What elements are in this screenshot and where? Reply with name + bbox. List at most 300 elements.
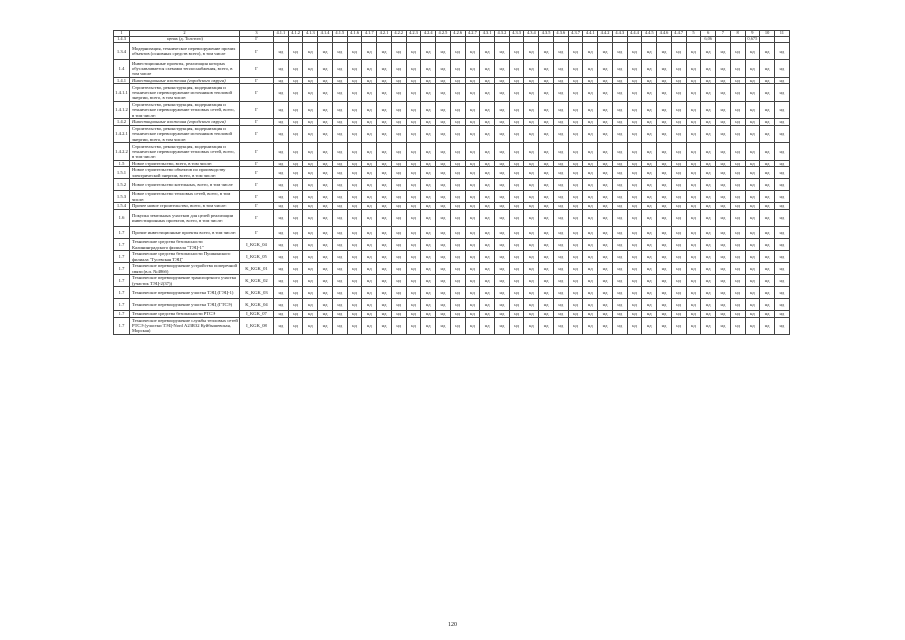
value-cell: нд <box>495 84 510 101</box>
row-name: Техническое перевооружение службы тепловых сетей РТСЭ (участки ТЭЦ-Nord А23R32 Куйбышевская, Морская) <box>130 317 240 334</box>
row-name: Инвестиционные вложения (городского округа) <box>130 77 240 84</box>
value-cell: нд <box>657 209 672 226</box>
value-cell: нд <box>553 287 568 299</box>
value-cell: нд <box>568 263 583 275</box>
value-cell: нд <box>774 143 789 160</box>
value-cell: нд <box>303 311 318 318</box>
column-header: 4.4.1 <box>583 31 598 37</box>
value-cell: нд <box>288 191 303 203</box>
value-cell: нд <box>745 191 760 203</box>
column-header: 4.4.4 <box>627 31 642 37</box>
value-cell: нд <box>686 125 701 142</box>
value-cell: нд <box>465 317 480 334</box>
value-cell: нд <box>686 143 701 160</box>
value-cell: нд <box>318 167 333 179</box>
value-cell: нд <box>671 179 686 191</box>
value-cell: нд <box>274 179 289 191</box>
value-cell: 6,06 <box>701 37 716 43</box>
value-cell: нд <box>288 227 303 239</box>
value-cell: нд <box>701 60 716 77</box>
value-cell: нд <box>480 317 495 334</box>
value-cell: нд <box>716 251 731 263</box>
value-cell: нд <box>509 263 524 275</box>
value-cell: нд <box>524 251 539 263</box>
value-cell: нд <box>509 143 524 160</box>
table-row <box>114 311 790 318</box>
value-cell: нд <box>598 239 613 251</box>
value-cell: нд <box>642 287 657 299</box>
row-name: Новое строительство тепловых сетей, всего, в том числе: <box>130 191 240 203</box>
value-cell: нд <box>450 160 465 167</box>
value-cell: нд <box>274 287 289 299</box>
value-cell: нд <box>716 317 731 334</box>
row-unit: Г <box>240 209 274 226</box>
value-cell: нд <box>509 209 524 226</box>
value-cell: нд <box>274 77 289 84</box>
value-cell: нд <box>612 160 627 167</box>
value-cell: нд <box>657 299 672 311</box>
value-cell: нд <box>480 239 495 251</box>
value-cell: нд <box>495 125 510 142</box>
value-cell: нд <box>745 275 760 287</box>
value-cell: нд <box>598 160 613 167</box>
value-cell: нд <box>553 160 568 167</box>
value-cell: нд <box>539 203 554 210</box>
value-cell: нд <box>347 251 362 263</box>
value-cell: нд <box>332 239 347 251</box>
value-cell: нд <box>509 317 524 334</box>
value-cell: нд <box>347 119 362 126</box>
value-cell: нд <box>332 287 347 299</box>
value-cell: нд <box>774 275 789 287</box>
value-cell: нд <box>583 167 598 179</box>
value-cell: нд <box>568 209 583 226</box>
column-header: 4.2.5 <box>436 31 451 37</box>
value-cell: нд <box>377 203 392 210</box>
row-number: 1.4.2 <box>114 119 130 126</box>
value-cell: нд <box>362 287 377 299</box>
value-cell: нд <box>274 299 289 311</box>
value-cell: нд <box>332 311 347 318</box>
value-cell: нд <box>583 179 598 191</box>
value-cell: нд <box>642 179 657 191</box>
value-cell: нд <box>509 287 524 299</box>
value-cell: нд <box>701 143 716 160</box>
value-cell: нд <box>377 43 392 60</box>
value-cell: нд <box>701 299 716 311</box>
value-cell: нд <box>598 227 613 239</box>
value-cell: нд <box>774 125 789 142</box>
table-row <box>114 209 790 226</box>
value-cell: нд <box>598 251 613 263</box>
value-cell: нд <box>495 179 510 191</box>
value-cell: нд <box>716 167 731 179</box>
value-cell: нд <box>716 239 731 251</box>
value-cell: нд <box>465 179 480 191</box>
value-cell: нд <box>612 209 627 226</box>
value-cell: нд <box>362 227 377 239</box>
value-cell: нд <box>701 287 716 299</box>
value-cell: нд <box>274 209 289 226</box>
row-number: 1.4.1 <box>114 77 130 84</box>
value-cell: нд <box>318 77 333 84</box>
value-cell: нд <box>391 119 406 126</box>
value-cell: нд <box>701 160 716 167</box>
value-cell: нд <box>671 203 686 210</box>
value-cell: нд <box>288 287 303 299</box>
value-cell: нд <box>598 84 613 101</box>
value-cell: нд <box>598 191 613 203</box>
value-cell: нд <box>745 101 760 118</box>
row-number: 1.5.2 <box>114 179 130 191</box>
value-cell: нд <box>760 119 775 126</box>
value-cell: нд <box>598 203 613 210</box>
value-cell: нд <box>716 191 731 203</box>
value-cell: нд <box>627 167 642 179</box>
row-name: Инвестиционные вложения (городского округа) <box>130 119 240 126</box>
value-cell: нд <box>406 275 421 287</box>
value-cell: нд <box>760 167 775 179</box>
value-cell: нд <box>583 101 598 118</box>
value-cell: нд <box>509 43 524 60</box>
value-cell: нд <box>391 160 406 167</box>
value-cell: нд <box>318 125 333 142</box>
value-cell: нд <box>332 119 347 126</box>
value-cell: нд <box>568 299 583 311</box>
value-cell: нд <box>288 251 303 263</box>
value-cell: нд <box>642 251 657 263</box>
value-cell: нд <box>288 101 303 118</box>
value-cell: нд <box>701 317 716 334</box>
value-cell: нд <box>318 43 333 60</box>
value-cell: нд <box>716 143 731 160</box>
value-cell: нд <box>524 191 539 203</box>
value-cell: нд <box>450 43 465 60</box>
value-cell: нд <box>568 77 583 84</box>
value-cell: нд <box>701 239 716 251</box>
value-cell: нд <box>436 160 451 167</box>
value-cell: нд <box>612 167 627 179</box>
value-cell: нд <box>318 251 333 263</box>
value-cell: нд <box>347 167 362 179</box>
value-cell: нд <box>642 119 657 126</box>
value-cell: нд <box>318 60 333 77</box>
value-cell: нд <box>583 263 598 275</box>
value-cell: нд <box>583 299 598 311</box>
value-cell: нд <box>686 160 701 167</box>
value-cell: нд <box>480 43 495 60</box>
value-cell: нд <box>730 317 745 334</box>
investment-program-table <box>113 30 790 335</box>
value-cell: нд <box>362 43 377 60</box>
row-unit: I_KGK_08 <box>240 317 274 334</box>
value-cell: нд <box>391 287 406 299</box>
table-row <box>114 143 790 160</box>
value-cell: нд <box>612 179 627 191</box>
value-cell: нд <box>760 263 775 275</box>
value-cell: нд <box>495 251 510 263</box>
table-row <box>114 60 790 77</box>
value-cell: нд <box>303 101 318 118</box>
value-cell: нд <box>730 160 745 167</box>
value-cell: нд <box>288 77 303 84</box>
value-cell: нд <box>598 209 613 226</box>
value-cell: нд <box>465 101 480 118</box>
value-cell: нд <box>406 239 421 251</box>
value-cell: нд <box>627 311 642 318</box>
column-header: 1 <box>114 31 130 37</box>
value-cell: нд <box>686 84 701 101</box>
value-cell: нд <box>568 251 583 263</box>
value-cell: нд <box>671 251 686 263</box>
value-cell: нд <box>539 43 554 60</box>
value-cell: нд <box>436 299 451 311</box>
value-cell: нд <box>568 119 583 126</box>
value-cell: нд <box>495 263 510 275</box>
row-unit: Г <box>240 37 274 43</box>
row-unit: K_KGK_02 <box>240 275 274 287</box>
value-cell: нд <box>406 60 421 77</box>
value-cell: нд <box>760 299 775 311</box>
value-cell: нд <box>598 143 613 160</box>
value-cell: нд <box>686 60 701 77</box>
table-row <box>114 119 790 126</box>
value-cell: нд <box>303 191 318 203</box>
value-cell: нд <box>303 227 318 239</box>
value-cell: нд <box>760 191 775 203</box>
row-number: 1.7 <box>114 251 130 263</box>
value-cell: нд <box>553 311 568 318</box>
value-cell: нд <box>627 203 642 210</box>
value-cell: нд <box>553 43 568 60</box>
value-cell: нд <box>524 209 539 226</box>
value-cell: нд <box>539 299 554 311</box>
value-cell: нд <box>509 311 524 318</box>
value-cell: нд <box>303 317 318 334</box>
value-cell: нд <box>745 203 760 210</box>
value-cell: нд <box>642 77 657 84</box>
value-cell: нд <box>274 160 289 167</box>
value-cell: нд <box>421 119 436 126</box>
value-cell: нд <box>362 251 377 263</box>
value-cell: нд <box>465 311 480 318</box>
value-cell: нд <box>583 77 598 84</box>
value-cell: нд <box>745 77 760 84</box>
value-cell: нд <box>406 143 421 160</box>
value-cell: нд <box>362 77 377 84</box>
value-cell: нд <box>760 143 775 160</box>
value-cell: нд <box>583 227 598 239</box>
value-cell: нд <box>730 101 745 118</box>
row-name: ценах (д. Толстого) <box>130 37 240 43</box>
value-cell: нд <box>627 179 642 191</box>
value-cell: нд <box>318 227 333 239</box>
value-cell: нд <box>568 167 583 179</box>
value-cell: нд <box>686 119 701 126</box>
value-cell: нд <box>465 227 480 239</box>
value-cell: нд <box>391 101 406 118</box>
value-cell: нд <box>274 275 289 287</box>
value-cell: нд <box>332 60 347 77</box>
value-cell: нд <box>745 179 760 191</box>
value-cell: нд <box>391 311 406 318</box>
value-cell: нд <box>612 239 627 251</box>
value-cell: нд <box>465 251 480 263</box>
value-cell: нд <box>730 299 745 311</box>
value-cell: нд <box>509 125 524 142</box>
value-cell: нд <box>568 191 583 203</box>
value-cell: нд <box>391 84 406 101</box>
column-header: 4.4.2 <box>598 31 613 37</box>
value-cell: нд <box>347 60 362 77</box>
value-cell: нд <box>774 263 789 275</box>
column-header: 9 <box>745 31 760 37</box>
value-cell: нд <box>362 101 377 118</box>
value-cell: нд <box>377 299 392 311</box>
value-cell: нд <box>524 101 539 118</box>
value-cell: нд <box>391 125 406 142</box>
column-header: 6 <box>701 31 716 37</box>
value-cell: нд <box>480 77 495 84</box>
value-cell: нд <box>406 101 421 118</box>
value-cell: нд <box>671 160 686 167</box>
value-cell: нд <box>642 143 657 160</box>
row-unit: Г <box>240 101 274 118</box>
value-cell: нд <box>657 203 672 210</box>
value-cell: нд <box>539 77 554 84</box>
value-cell: нд <box>612 77 627 84</box>
value-cell: нд <box>686 101 701 118</box>
table-row <box>114 287 790 299</box>
value-cell: нд <box>347 43 362 60</box>
value-cell: нд <box>436 311 451 318</box>
value-cell: нд <box>598 125 613 142</box>
row-number: 1.7 <box>114 299 130 311</box>
value-cell: нд <box>450 84 465 101</box>
value-cell: нд <box>465 191 480 203</box>
value-cell: нд <box>495 227 510 239</box>
value-cell: нд <box>288 239 303 251</box>
column-header: 5 <box>686 31 701 37</box>
value-cell: нд <box>421 203 436 210</box>
value-cell: нд <box>730 239 745 251</box>
value-cell: нд <box>495 77 510 84</box>
value-cell: нд <box>642 263 657 275</box>
value-cell: нд <box>657 77 672 84</box>
value-cell: нд <box>701 119 716 126</box>
row-name: Техническое перевооружение участка ТЭЦ (ГТСЭ) <box>130 299 240 311</box>
value-cell: нд <box>524 167 539 179</box>
value-cell: нд <box>274 101 289 118</box>
value-cell: нд <box>671 287 686 299</box>
value-cell: нд <box>657 317 672 334</box>
value-cell: нд <box>598 77 613 84</box>
value-cell: нд <box>553 125 568 142</box>
value-cell: нд <box>583 317 598 334</box>
value-cell: нд <box>716 77 731 84</box>
value-cell: нд <box>553 251 568 263</box>
value-cell: нд <box>332 191 347 203</box>
value-cell: нд <box>627 77 642 84</box>
value-cell: нд <box>495 160 510 167</box>
value-cell: нд <box>730 311 745 318</box>
row-unit: Г <box>240 119 274 126</box>
value-cell: нд <box>421 191 436 203</box>
value-cell: нд <box>362 311 377 318</box>
value-cell: нд <box>303 209 318 226</box>
row-name: Техническое перевооружение участка ТЭЦ (ГЭЦ-1) <box>130 287 240 299</box>
value-cell: нд <box>274 251 289 263</box>
value-cell: нд <box>406 251 421 263</box>
value-cell: нд <box>701 311 716 318</box>
value-cell: нд <box>288 179 303 191</box>
value-cell: нд <box>627 43 642 60</box>
value-cell: нд <box>303 239 318 251</box>
column-header: 4.4.5 <box>642 31 657 37</box>
value-cell: нд <box>288 143 303 160</box>
value-cell: нд <box>671 239 686 251</box>
value-cell: нд <box>362 84 377 101</box>
value-cell: нд <box>347 143 362 160</box>
value-cell: нд <box>642 167 657 179</box>
value-cell: нд <box>760 287 775 299</box>
row-unit: K_KGK_04 <box>240 299 274 311</box>
row-number: 1.7 <box>114 227 130 239</box>
value-cell: нд <box>686 203 701 210</box>
value-cell: нд <box>553 209 568 226</box>
value-cell: нд <box>598 60 613 77</box>
value-cell: нд <box>774 311 789 318</box>
row-number: 1.4.1.1 <box>114 84 130 101</box>
value-cell: нд <box>274 263 289 275</box>
value-cell: нд <box>598 119 613 126</box>
value-cell: нд <box>612 311 627 318</box>
value-cell: нд <box>436 119 451 126</box>
value-cell: нд <box>539 84 554 101</box>
row-unit: Г <box>240 227 274 239</box>
value-cell: нд <box>657 251 672 263</box>
value-cell: нд <box>509 77 524 84</box>
value-cell: нд <box>391 60 406 77</box>
value-cell: нд <box>642 125 657 142</box>
value-cell: нд <box>760 43 775 60</box>
value-cell: нд <box>332 209 347 226</box>
value-cell: нд <box>347 160 362 167</box>
value-cell: нд <box>539 143 554 160</box>
value-cell: нд <box>362 203 377 210</box>
value-cell: нд <box>657 101 672 118</box>
value-cell: нд <box>347 263 362 275</box>
value-cell: нд <box>509 179 524 191</box>
row-number: 1.5.4 <box>114 203 130 210</box>
row-name: Покупка земельных участков для целей реализации инвестиционных проектов, всего, в том числе: <box>130 209 240 226</box>
value-cell: нд <box>730 227 745 239</box>
value-cell: нд <box>642 160 657 167</box>
value-cell: нд <box>774 60 789 77</box>
value-cell: нд <box>539 239 554 251</box>
value-cell: нд <box>406 299 421 311</box>
value-cell: нд <box>391 299 406 311</box>
value-cell: нд <box>406 227 421 239</box>
value-cell: нд <box>421 60 436 77</box>
value-cell: нд <box>612 251 627 263</box>
value-cell: нд <box>303 167 318 179</box>
value-cell: нд <box>730 167 745 179</box>
value-cell: нд <box>480 263 495 275</box>
value-cell: нд <box>598 311 613 318</box>
value-cell: нд <box>583 125 598 142</box>
value-cell: нд <box>642 203 657 210</box>
